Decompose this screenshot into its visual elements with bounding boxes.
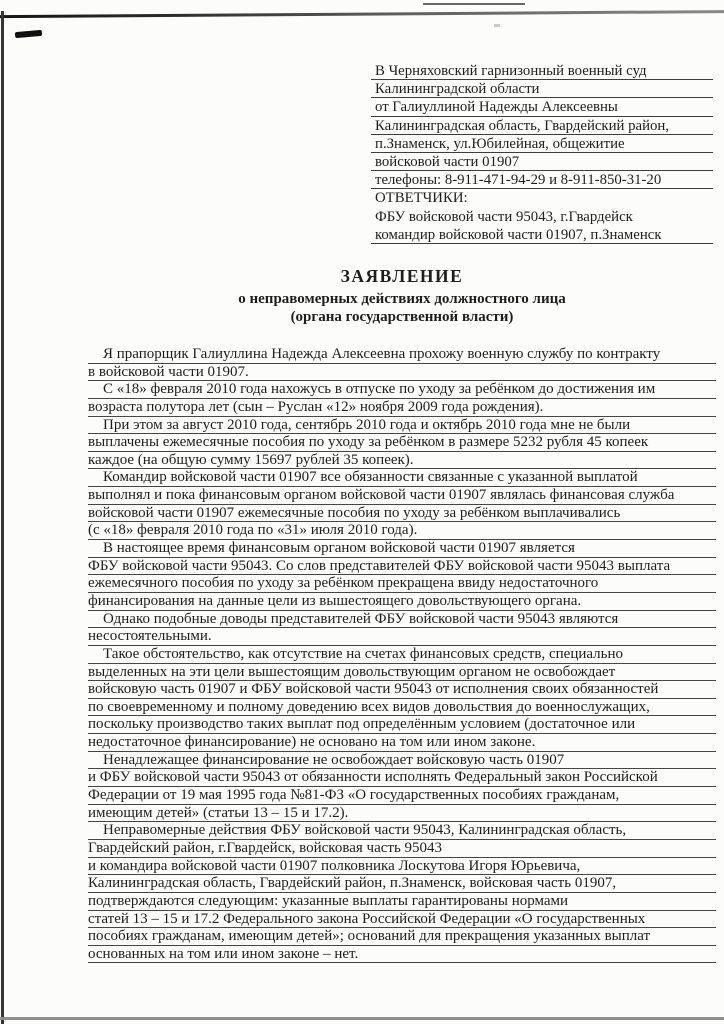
body-text-line: [88, 840, 716, 858]
document-subtitle-line-2: (органа государственной власти): [290, 309, 514, 326]
body-text-line: [88, 822, 716, 840]
body-text: каждое (на общую сумму 15697 рублей 35 копеек).: [88, 451, 414, 468]
header-line-text: телефоны: 8-911-471-94-29 и 8-911-850-31-20: [375, 172, 662, 189]
body-text-line: [88, 911, 716, 929]
body-text: подтверждаются следующим: указанные выплаты гарантированы нормами: [88, 892, 569, 909]
scan-artifact-dash-mark: [15, 30, 42, 38]
header-line: [371, 117, 713, 135]
body-text: Неправомерные действия ФБУ войсковой части 95043, Калининградская область,: [103, 822, 627, 839]
header-line-text: командир войсковой части 01907, п.Знаменск: [375, 226, 662, 243]
document-subtitle-line-1: о неправомерных действиях должностного лица: [238, 291, 566, 307]
header-line: [371, 226, 713, 244]
body-text: Ненадлежащее финансирование не освобождает войсковую часть 01907: [103, 751, 565, 768]
body-text-line: [88, 946, 716, 964]
body-text: имеющим детей» (статьи 13 – 15 и 17.2).: [88, 804, 349, 821]
body-text: Гвардейский район, г.Гвардейск, войсковая часть 95043: [88, 839, 443, 856]
document-title: ЗАЯВЛЕНИЕ: [340, 266, 464, 286]
body-text: Федерации от 19 мая 1995 года №81-ФЗ «О государственных пособиях гражданам,: [88, 787, 620, 804]
body-text-line: [88, 664, 716, 682]
body-text: Я прапорщик Галиуллина Надежда Алексеевна прохожу военную службу по контракту: [103, 346, 661, 362]
header-line: [371, 189, 713, 207]
header-line-text: п.Знаменск, ул.Юбилейная, общежитие: [375, 135, 625, 152]
scan-artifact-top-edge-line: [0, 10, 724, 18]
body-text-line: [88, 505, 716, 523]
body-text: выполнял и пока финансовым органом войсковой части 01907 являлась финансовая служба: [88, 487, 675, 504]
body-text: по своевременному и полному доведению всех видов довольствия до военнослужащих,: [88, 698, 650, 715]
body-text: При этом за август 2010 года, сентябрь 2010 года и октябрь 2010 года мне не были: [103, 416, 631, 433]
body-text: и ФБУ войсковой части 95043 от обязанности исполнять Федеральный закон Российской: [88, 769, 658, 786]
body-text: несостоятельными.: [88, 628, 212, 645]
scan-artifact-bottom-edge-line: [0, 1017, 724, 1020]
body-text: С «18» февраля 2010 года нахожусь в отпуске по уходу за ребёнком до достижения им: [103, 381, 656, 398]
body-text-line: [88, 346, 716, 364]
body-text: выплачены ежемесячные пособия по уходу за ребёнком в размере 5232 рубля 45 копеек: [88, 434, 649, 451]
document-title-block: [88, 266, 716, 326]
header-line: [371, 80, 713, 98]
body-text-line: [88, 769, 716, 787]
document-body: [88, 346, 716, 963]
body-text-line: [88, 452, 716, 470]
body-text-line: [88, 893, 716, 911]
body-text-line: [88, 364, 716, 382]
body-text-line: [88, 575, 716, 593]
body-text-line: [88, 611, 716, 629]
scan-artifact-top-edge-line-2: [423, 3, 525, 5]
body-text-line: [88, 540, 716, 558]
body-text: поскольку производство таких выплат под определённым условием (достаточное или: [88, 716, 636, 733]
body-text: возраста полутора лет (сын – Руслан «12» ноября 2009 года рождения).: [88, 398, 544, 415]
body-text: Однако подобные доводы представителей ФБУ войсковой части 95043 являются: [103, 610, 619, 627]
body-text-line: [88, 875, 716, 893]
body-text: выделенных на эти цели вышестоящим довольствующим органом не освобождает: [88, 663, 616, 680]
body-text: недостаточное финансирование) не основано на том или ином законе.: [88, 734, 536, 751]
body-text-line: [88, 593, 716, 611]
body-text-line: [88, 522, 716, 540]
body-text-line: [88, 928, 716, 946]
body-text-line: [88, 487, 716, 505]
scan-artifact-left-edge-line: [1, 11, 4, 1024]
header-line: [371, 171, 713, 189]
body-text-line: [88, 628, 716, 646]
header-line-text: В Черняховский гарнизонный военный суд: [375, 63, 647, 79]
body-text: Командир войсковой части 01907 все обязанности связанные с указанной выплатой: [103, 469, 638, 486]
body-text: в войсковой части 01907.: [88, 363, 249, 380]
body-text-line: [88, 434, 716, 452]
body-text-line: [88, 681, 716, 699]
body-text: (с «18» февраля 2010 года по «31» июля 2010 года).: [88, 522, 418, 539]
body-text-line: [88, 469, 716, 487]
court-address-block: [371, 62, 713, 244]
scan-artifact-speck: [494, 24, 500, 27]
body-text-line: [88, 858, 716, 876]
body-text-line: [88, 716, 716, 734]
body-text: статей 13 – 15 и 17.2 Федерального закона Российской Федерации «О государственных: [88, 910, 646, 927]
body-text: Такое обстоятельство, как отсутствие на счетах финансовых средств, специально: [103, 645, 624, 662]
body-text: пособиях гражданам, имеющим детей»; оснований для прекращения указанных выплат: [88, 928, 651, 945]
body-text-line: [88, 558, 716, 576]
header-line: [371, 98, 713, 116]
header-line: [371, 135, 713, 153]
header-line-text: Калининградская область, Гвардейский район,: [375, 117, 670, 134]
header-line-text: войсковой части 01907: [375, 153, 520, 170]
body-text: войсковую часть 01907 и ФБУ войсковой части 95043 от исполнения своих обязанностей: [88, 681, 659, 698]
header-line-text: от Галиуллиной Надежды Алексеевны: [375, 99, 618, 116]
body-text: ежемесячного пособия по уходу за ребёнком прекращена ввиду недостаточного: [88, 575, 599, 592]
header-line: [371, 208, 713, 226]
header-line: [371, 153, 713, 171]
body-text: В настоящее время финансовым органом войсковой части 01907 является: [103, 540, 575, 557]
body-text: финансирования на данные цели из вышестоящего довольствующего органа.: [88, 592, 582, 609]
body-text: и командира войсковой части 01907 полковника Лоскутова Игоря Юрьевича,: [88, 857, 581, 874]
header-line-text: ФБУ войсковой части 95043, г.Гвардейск: [375, 208, 633, 225]
body-text-line: [88, 399, 716, 417]
body-text-line: [88, 381, 716, 399]
body-text: ФБУ войсковой части 95043. Со слов представителей ФБУ войсковой части 95043 выплата: [88, 557, 671, 574]
header-line-text: ОТВЕТЧИКИ:: [375, 190, 468, 207]
body-text: Калининградская область, Гвардейский район, п.Знаменск, войсковая часть 01907,: [88, 875, 617, 892]
body-text-line: [88, 752, 716, 770]
header-line: [371, 62, 713, 80]
body-text-line: [88, 787, 716, 805]
body-text-line: [88, 734, 716, 752]
body-text-line: [88, 805, 716, 823]
header-line-text: Калининградской области: [375, 81, 540, 98]
body-text-line: [88, 646, 716, 664]
body-text: основанных на том или ином законе – нет.: [88, 945, 359, 962]
body-text: войсковой части 01907 ежемесячные пособия по уходу за ребёнком выплачивались: [88, 504, 621, 521]
body-text-line: [88, 417, 716, 435]
body-text-line: [88, 699, 716, 717]
